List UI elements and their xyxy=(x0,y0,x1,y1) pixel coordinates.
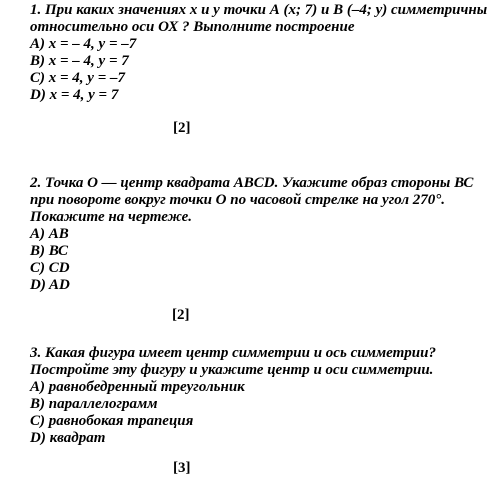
option-b: В) ВС xyxy=(30,243,69,259)
option-c: С) равнобокая трапеция xyxy=(30,413,194,429)
question-1 xyxy=(30,2,495,136)
question-text: 3. Какая фигура имеет центр симметрии и ось симметрии? Постройте эту фигуру и укажите центр и оси симметрии. xyxy=(30,345,436,378)
score-label: [2] xyxy=(172,307,190,323)
question-text: 2. Точка О — центр квадрата ABCD. Укажите образ стороны ВС при повороте вокруг точки О по часовой стрелке на угол 270°. Покажите на чертеже. xyxy=(30,175,474,225)
answer-options xyxy=(30,226,495,294)
option-d: D) х = 4, у = 7 xyxy=(30,87,119,103)
option-a: А) равнобедренный треугольник xyxy=(30,379,245,395)
option-a: А) х = – 4, у = –7 xyxy=(30,36,137,52)
option-d: D) AD xyxy=(30,277,70,293)
option-c: С) х = 4, у = –7 xyxy=(30,70,126,86)
option-c: С) CD xyxy=(30,260,70,276)
answer-options xyxy=(30,379,495,447)
question-text: 1. При каких значениях х и у точки А (х; 7) и В (–4; у) симметричны относительно оси ОХ ? Выполните построение xyxy=(30,2,488,35)
question-3 xyxy=(30,345,495,476)
option-b: В) параллелограмм xyxy=(30,396,158,412)
option-d: D) квадрат xyxy=(30,430,106,446)
question-2 xyxy=(30,175,495,323)
score-label: [3] xyxy=(173,460,191,476)
option-b: В) х = – 4, у = 7 xyxy=(30,53,129,69)
option-a: А) АВ xyxy=(30,226,69,242)
answer-options xyxy=(30,36,495,104)
score-label: [2] xyxy=(173,120,191,136)
